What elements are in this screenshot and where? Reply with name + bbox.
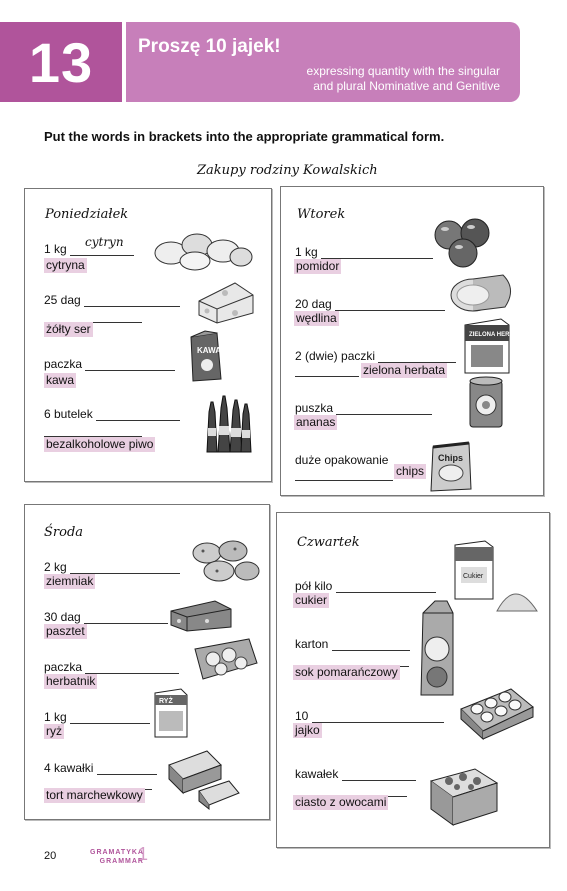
answer-blank[interactable] (336, 403, 432, 415)
answer-blank[interactable] (295, 365, 359, 377)
card-thursday (276, 512, 550, 848)
cheese-icon (195, 279, 257, 325)
exercise-row: duże opakowanie (295, 453, 389, 467)
answer-blank[interactable] (378, 351, 456, 363)
answer-blank[interactable] (85, 359, 175, 371)
answer-blank[interactable] (70, 712, 150, 724)
answer-blank[interactable] (70, 562, 180, 574)
base-word: zielona herbata (363, 363, 446, 377)
exercise-row: 10 (295, 709, 444, 723)
exercise-row (295, 467, 393, 481)
answer-blank[interactable] (295, 469, 393, 481)
exercise-row: paczka (44, 357, 175, 371)
base-word: pomidor (296, 259, 340, 273)
exercise-row: 4 kawałki (44, 761, 157, 775)
rice-box-icon (151, 687, 191, 739)
handwritten-answer: cytryn (85, 235, 124, 249)
base-word: pasztet (46, 624, 85, 638)
exercise-row: 30 dag (44, 610, 168, 624)
tea-label: ZIELONA HERBATA (469, 332, 526, 338)
day-title: Środa (44, 525, 84, 540)
sheet-title: Zakupy rodziny Kowalskich (197, 163, 378, 178)
card-monday (24, 188, 272, 482)
potatoes-icon (189, 537, 261, 589)
page-number: 20 (44, 850, 57, 862)
exercise-row: karton (295, 637, 410, 651)
green-tea-box-icon (461, 315, 526, 375)
unit-number: 13 (0, 22, 122, 102)
base-word: ananas (296, 415, 336, 429)
pate-icon (167, 597, 237, 633)
answer-blank[interactable] (336, 581, 436, 593)
beer-bottles-icon (203, 394, 253, 454)
ham-icon (449, 269, 519, 315)
exercise-row (44, 423, 142, 437)
exercise-row: 2 kg (44, 560, 180, 574)
base-word: ryż (46, 724, 62, 738)
base-word: żółty ser (46, 322, 91, 336)
exercise-row: 1 kg (44, 242, 134, 256)
unit-subtitle: expressing quantity with the singular and plural Nominative and Genitive (306, 64, 500, 93)
unit-title: Proszę 10 jajek! (138, 36, 281, 57)
answer-blank[interactable] (85, 662, 179, 674)
tomatoes-icon (429, 217, 499, 269)
card-wednesday (24, 504, 270, 820)
base-word: chips (396, 464, 425, 478)
base-word: cytryna (46, 258, 85, 272)
exercise-row: 2 (dwie) paczki (295, 349, 456, 363)
answer-blank[interactable] (97, 763, 157, 775)
exercise-row: 1 kg (295, 245, 433, 259)
sugar-label: Cukier (463, 573, 484, 580)
base-word: herbatnik (46, 674, 96, 688)
instruction: Put the words in brackets into the appropriate grammatical form. (44, 129, 445, 144)
answer-blank[interactable] (335, 299, 445, 311)
rice-label: RYŻ (159, 698, 173, 705)
exercise-row: 1 kg (44, 710, 150, 724)
base-word: cukier (295, 593, 328, 607)
exercise-row: paczka (44, 660, 179, 674)
exercise-row: 20 dag (295, 297, 445, 311)
day-title: Wtorek (297, 207, 346, 222)
exercise-row: 6 butelek (44, 407, 180, 421)
base-word: ziemniak (46, 574, 94, 588)
unit-marker: 1 (138, 844, 149, 864)
answer-blank[interactable] (96, 409, 180, 421)
day-title: Poniedziałek (45, 207, 129, 222)
base-word: jajko (295, 723, 320, 737)
fruit-cake-icon (427, 759, 501, 827)
sugar-icon (451, 537, 541, 617)
exercise-row (44, 309, 142, 323)
base-word: bezalkoholowe piwo (46, 437, 154, 451)
coffee-label: KAWA (197, 346, 221, 355)
answer-blank[interactable] (342, 769, 416, 781)
chips-bag-icon (427, 439, 475, 493)
chips-label: Chips (438, 453, 464, 463)
exercise-row: puszka (295, 401, 432, 415)
biscuits-pack-icon (191, 635, 261, 683)
answer-blank[interactable] (312, 711, 444, 723)
unit-title-bar (126, 22, 520, 102)
orange-juice-carton-icon (415, 599, 459, 697)
answer-blank[interactable] (332, 639, 410, 651)
base-word: ciasto z owocami (295, 795, 387, 809)
day-title: Czwartek (297, 535, 360, 550)
section-tag: GRAMATYKA GRAMMAR (90, 849, 144, 865)
base-word: sok pomarańczowy (295, 665, 398, 679)
card-tuesday (280, 186, 544, 496)
pineapple-can-icon (467, 375, 505, 431)
exercise-row (295, 363, 359, 377)
carrot-cake-icon (163, 745, 241, 811)
answer-blank[interactable] (84, 295, 180, 307)
base-word: tort marchewkowy (46, 788, 143, 802)
base-word: kawa (46, 373, 75, 387)
base-word: wędlina (296, 311, 337, 325)
coffee-pack-icon (185, 329, 225, 383)
exercise-row: kawałek (295, 767, 416, 781)
answer-blank[interactable] (84, 612, 168, 624)
answer-blank[interactable] (44, 425, 142, 437)
exercise-row: 25 dag (44, 293, 180, 307)
answer-blank[interactable] (321, 247, 433, 259)
lemons-icon (153, 229, 253, 271)
eggs-tray-icon (457, 685, 537, 741)
exercise-row: pół kilo (295, 579, 436, 593)
